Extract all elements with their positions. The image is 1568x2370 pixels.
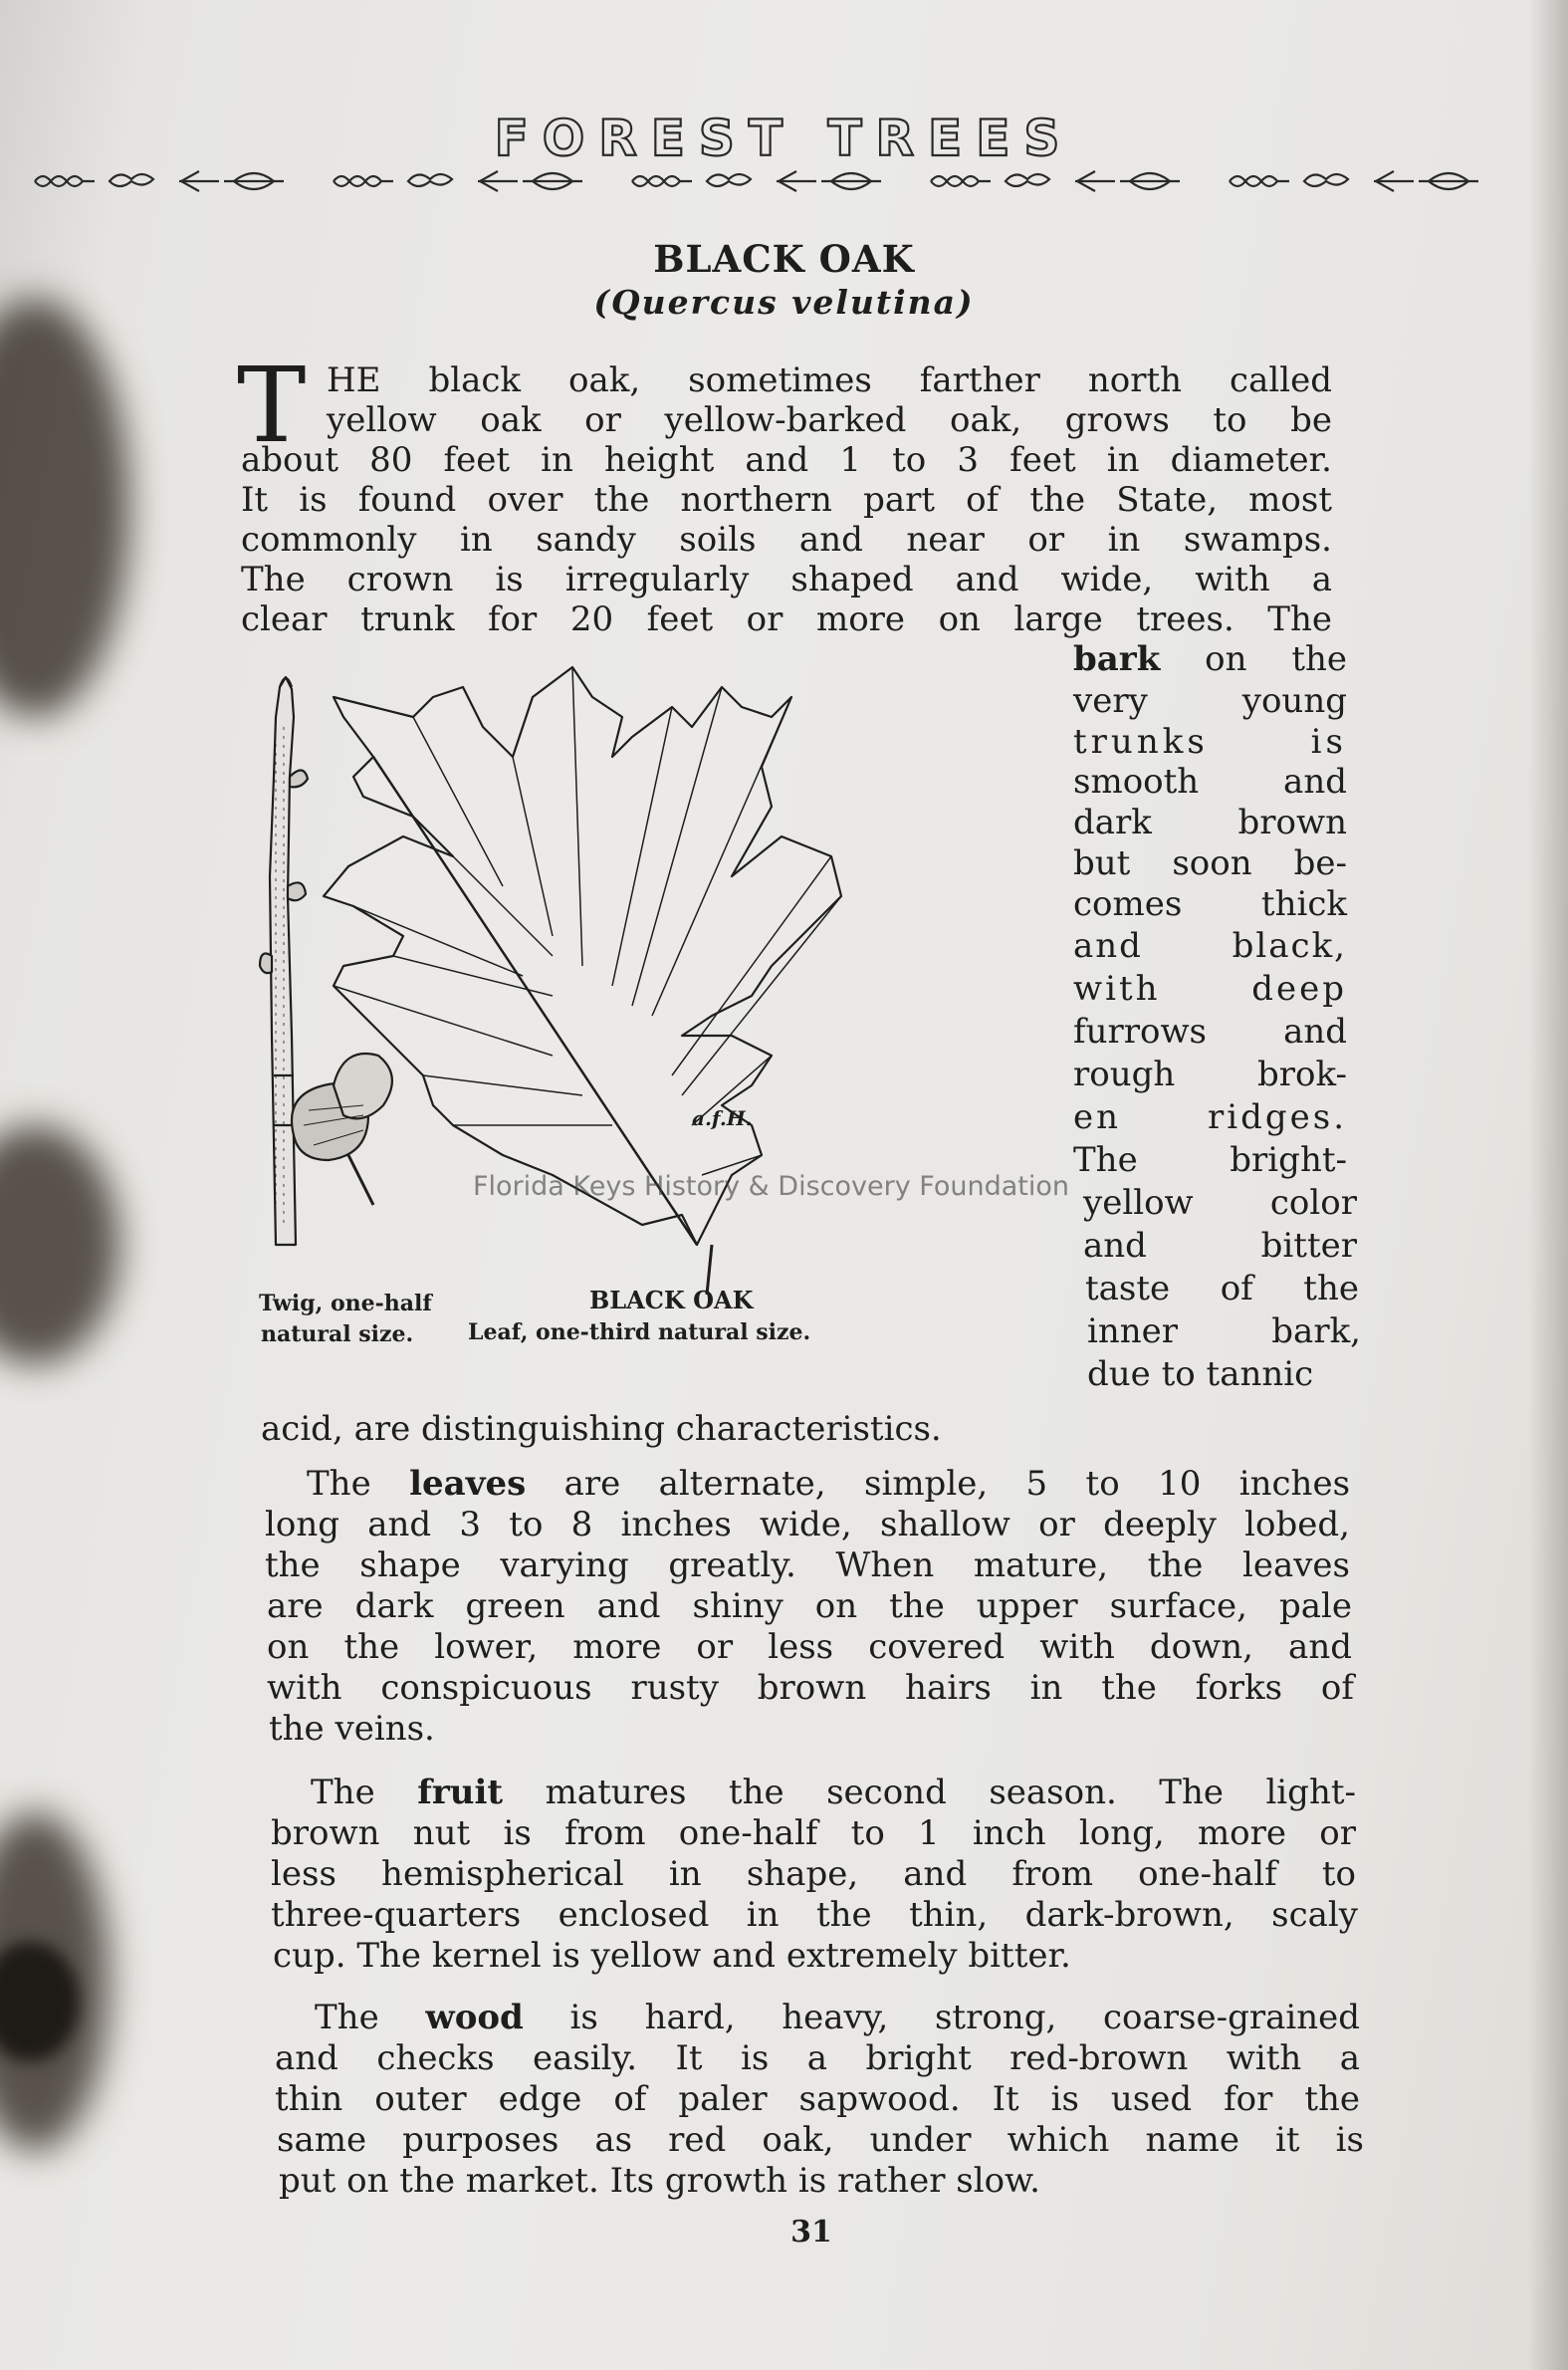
fruit-line: The fruit matures the second season. The light- [311,1773,1356,1812]
bark-line: taste of the [1085,1269,1359,1308]
bark-line: and black, [1073,926,1347,966]
burn-stain [0,299,129,717]
fruit-line: brown nut is from one-half to 1 inch long, more or [271,1813,1356,1853]
acorn-drawing [292,1054,392,1205]
running-header: FOREST TREES [494,110,1074,167]
wood-line: and checks easily. It is a bright red-brown with a [275,2038,1360,2078]
wood-line: thin outer edge of paler sapwood. It is used for the [275,2079,1360,2119]
wood-line: put on the market. Its growth is rather slow. [279,2161,1040,2201]
species-title: BLACK OAK [653,237,915,281]
bark-line: dark brown [1073,803,1347,842]
fruit-line: three-quarters enclosed in the thin, dark-brown, scaly [271,1895,1358,1935]
bark-line: comes thick [1073,884,1347,924]
page-edge-shadow [1528,0,1568,2370]
leaves-line: the veins. [269,1709,435,1749]
wood-line: The wood is hard, heavy, strong, coarse-grained [315,1998,1361,2037]
bark-line: very young [1073,681,1347,721]
fruit-line: cup. The kernel is yellow and extremely bitter. [273,1936,1071,1976]
bark-line: smooth and [1073,762,1347,802]
leaves-line: the shape varying greatly. When mature, the leaves [265,1545,1350,1585]
scientific-name: (Quercus velutina) [593,283,975,322]
intro-line: The crown is irregularly shaped and wide, with a [241,560,1332,599]
intro-line: about 80 feet in height and 1 to 3 feet in diameter. [241,440,1332,480]
watermark: Florida Keys History & Discovery Foundation [473,1171,1069,1202]
intro-line: HE black oak, sometimes farther north called [327,360,1332,400]
intro-line: yellow oak or yellow-barked oak, grows to be [327,400,1332,440]
bark-line: trunks is [1073,722,1347,762]
bark-line: but soon be- [1073,843,1347,883]
wood-line: same purposes as red oak, under which name it is [277,2120,1364,2160]
twig-drawing [260,677,308,1245]
twig-caption: Twig, one-half [259,1291,432,1316]
leaves-line: with conspicuous rusty brown hairs in the forks of [267,1668,1354,1708]
drop-cap: T [237,345,307,466]
leaves-line: long and 3 to 8 inches wide, shallow or deeply lobed, [265,1505,1350,1544]
bark-line: The bright- [1073,1140,1347,1180]
leaf-caption: Leaf, one-third natural size. [468,1319,811,1345]
bark-line: yellow color [1083,1183,1357,1223]
leaves-line: on the lower, more or less covered with down, and [267,1627,1352,1667]
intro-line: clear trunk for 20 feet or more on large trees. The [241,599,1332,639]
artist-signature: a.f.H. [692,1106,753,1130]
ornamental-rule [30,161,1563,201]
intro-line: It is found over the northern part of the State, most [241,480,1332,520]
bark-line: furrows and [1073,1012,1347,1052]
intro-line: commonly in sandy soils and near or in swamps. [241,520,1332,560]
bark-line: rough brok- [1073,1055,1347,1094]
bark-line: due to tannic [1087,1354,1314,1394]
leaves-line: The leaves are alternate, simple, 5 to 10 inches [307,1464,1351,1504]
bark-line: bark on the [1073,639,1348,679]
bark-line: and bitter [1083,1226,1357,1266]
bark-line: inner bark, [1087,1311,1361,1351]
bark-line: en ridges. [1073,1097,1347,1137]
bark-closing-line: acid, are distinguishing characteristics. [261,1409,942,1449]
twig-caption: natural size. [261,1321,414,1347]
page-number: 31 [790,2215,832,2250]
bark-line: with deep [1073,969,1347,1009]
leaves-line: are dark green and shiny on the upper surface, pale [267,1586,1352,1626]
figure-title: BLACK OAK [589,1286,754,1314]
burn-stain [0,1125,119,1364]
fruit-line: less hemispherical in shape, and from one-half to [271,1854,1356,1894]
